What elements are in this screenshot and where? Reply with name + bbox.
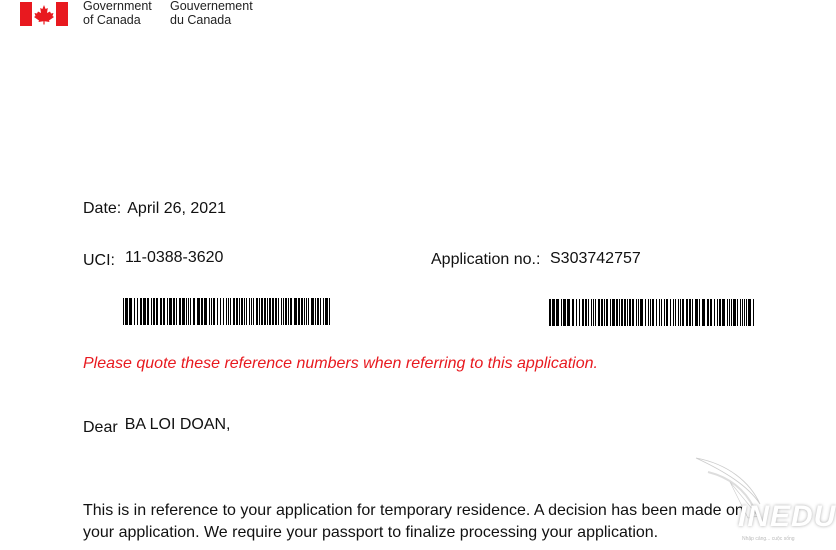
date-row <box>83 200 226 218</box>
barcode-bar <box>197 298 200 325</box>
barcode-bar <box>661 299 662 326</box>
reference-notice: Please quote these reference numbers when referring to this application. <box>83 355 598 372</box>
barcode-bar <box>737 299 738 326</box>
barcode-bar <box>251 298 252 325</box>
uci-barcode <box>123 298 331 325</box>
barcode-bar <box>675 299 676 326</box>
recipient-name: BA LOI DOAN, <box>124 416 231 433</box>
barcode-bar <box>650 299 651 326</box>
barcode-bar <box>217 298 218 325</box>
barcode-bar <box>563 299 566 326</box>
salutation-label: Dear <box>83 419 118 436</box>
salutation <box>83 416 231 434</box>
barcode-bar <box>659 299 660 326</box>
barcode-bar <box>733 299 736 326</box>
date-label: Date: <box>83 200 122 217</box>
barcode-bar <box>147 298 149 325</box>
barcode-bar <box>320 298 321 325</box>
barcode-bar <box>264 298 266 325</box>
barcode-bar <box>556 299 559 326</box>
barcode-bar <box>190 298 191 325</box>
barcode-bar <box>748 299 751 326</box>
barcode-bar <box>294 298 297 325</box>
barcode-bar <box>606 299 608 326</box>
barcode-bar <box>253 298 254 325</box>
barcode-bar <box>714 299 715 326</box>
barcode-bar <box>244 298 245 325</box>
barcode-bar <box>740 299 741 326</box>
uci-value: 11-0388-3620 <box>125 249 224 266</box>
barcode-bar <box>744 299 745 326</box>
barcode-bar <box>285 298 287 325</box>
barcode-bar <box>308 298 309 325</box>
barcode-bar <box>186 298 187 325</box>
barcode-bar <box>267 298 268 325</box>
barcode-bar <box>610 299 611 326</box>
barcode-bar <box>134 298 135 325</box>
barcode-bar <box>211 298 212 325</box>
body-paragraph-line1: This is in reference to your application for temporary residence. A decision has been made on <box>83 502 744 519</box>
barcode-bar <box>624 299 626 326</box>
barcode-bar <box>143 298 146 325</box>
signature-french-line1: Gouvernement <box>170 0 253 13</box>
barcode-bar <box>598 299 600 326</box>
barcode-bar <box>616 299 618 326</box>
barcode-bar <box>188 298 189 325</box>
barcode-bar <box>151 298 152 325</box>
barcode-bar <box>729 299 730 326</box>
date-value: April 26, 2021 <box>127 200 226 217</box>
barcode-bar <box>707 299 709 326</box>
signature-english-line2: of Canada <box>83 13 141 27</box>
barcode-bar <box>717 299 718 326</box>
barcode-bar <box>664 299 665 326</box>
barcode-bar <box>619 299 620 326</box>
barcode-bar <box>629 299 631 326</box>
barcode-bar <box>595 299 596 326</box>
barcode-bar <box>173 298 175 325</box>
barcode-bar <box>695 299 698 326</box>
application-number-barcode <box>549 299 756 326</box>
barcode-bar <box>306 298 307 325</box>
barcode-bar <box>552 299 555 326</box>
barcode-bar <box>561 299 562 326</box>
application-number-value: S303742757 <box>550 250 641 267</box>
barcode-bar <box>179 298 181 325</box>
barcode-bar <box>153 298 155 325</box>
barcode-bar <box>201 298 203 325</box>
application-number-label: Application no.: <box>431 251 541 268</box>
barcode-bar <box>163 298 165 325</box>
barcode-bar <box>317 298 319 325</box>
barcode-bar <box>304 298 305 325</box>
barcode-bar <box>182 298 185 325</box>
barcode-bar <box>678 299 679 326</box>
barcode-bar <box>666 299 668 326</box>
barcode-bar <box>129 298 132 325</box>
barcode-bar <box>204 298 207 325</box>
barcode-bar <box>226 298 227 325</box>
barcode-bar <box>673 299 674 326</box>
barcode-bar <box>742 299 743 326</box>
barcode-bar <box>601 299 603 326</box>
signature-french-line2: du Canada <box>170 13 232 27</box>
barcode-bar <box>670 299 671 326</box>
body-paragraph-line2: your application. We require your passport to finalize processing your application. <box>83 524 659 541</box>
barcode-bar <box>652 299 654 326</box>
barcode-bar <box>329 298 330 325</box>
barcode-bar <box>176 298 177 325</box>
barcode-bar <box>290 298 292 325</box>
barcode-bar <box>722 299 725 326</box>
barcode-bar <box>281 298 282 325</box>
barcode-bar <box>259 298 260 325</box>
barcode-bar <box>579 299 580 326</box>
barcode-bar <box>228 298 229 325</box>
barcode-bar <box>699 299 700 326</box>
barcode-bar <box>686 299 688 326</box>
barcode-bar <box>298 298 300 325</box>
barcode-bar <box>582 299 584 326</box>
barcode-bar <box>627 299 628 326</box>
barcode-bar <box>323 298 324 325</box>
barcode-bar <box>648 299 649 326</box>
barcode-bar <box>549 299 551 326</box>
barcode-bar <box>213 298 215 325</box>
barcode-bar <box>576 299 577 326</box>
barcode-bar <box>692 299 693 326</box>
watermark-subtext: Nhập cảng... cuộc sống <box>742 536 795 542</box>
barcode-bar <box>702 299 705 326</box>
barcode-bar <box>123 298 124 325</box>
barcode-bar <box>636 299 637 326</box>
barcode-bar <box>301 298 303 325</box>
signature-french <box>170 0 253 27</box>
barcode-bar <box>230 298 231 325</box>
barcode-bar <box>160 298 162 325</box>
barcode-bar <box>731 299 732 326</box>
barcode-bar <box>125 298 128 325</box>
barcode-bar <box>567 299 570 326</box>
canada-flag-icon <box>20 2 68 26</box>
barcode-bar <box>746 299 747 326</box>
barcode-bar <box>710 299 712 326</box>
barcode-bar <box>283 298 284 325</box>
barcode-bar <box>249 298 250 325</box>
barcode-bar <box>223 298 224 325</box>
barcode-bar <box>585 299 587 326</box>
barcode-bar <box>209 298 210 325</box>
barcode-bar <box>656 299 657 326</box>
barcode-bar <box>256 298 258 325</box>
barcode-bar <box>246 298 247 325</box>
signature-english <box>83 0 152 27</box>
watermark-text: INEDU <box>738 500 836 533</box>
barcode-bar <box>753 299 754 326</box>
barcode-bar <box>588 299 589 326</box>
barcode-bar <box>278 298 279 325</box>
barcode-bar <box>311 298 314 325</box>
barcode-bar <box>680 299 681 326</box>
barcode-bar <box>689 299 691 326</box>
barcode-bar <box>719 299 721 326</box>
barcode-bar <box>140 298 142 325</box>
barcode-bar <box>288 298 289 325</box>
barcode-bar <box>604 299 605 326</box>
barcode-bar <box>645 299 646 326</box>
barcode-bar <box>727 299 728 326</box>
barcode-bar <box>325 298 328 325</box>
barcode-bar <box>272 298 274 325</box>
barcode-bar <box>169 298 172 325</box>
barcode-bar <box>137 298 138 325</box>
barcode-bar <box>572 299 574 326</box>
barcode-bar <box>156 298 158 325</box>
barcode-bar <box>640 299 643 326</box>
barcode-bar <box>239 298 240 325</box>
barcode-bar <box>167 298 168 325</box>
barcode-bar <box>261 298 263 325</box>
barcode-bar <box>269 298 271 325</box>
body-paragraph <box>83 500 744 544</box>
barcode-bar <box>193 298 195 325</box>
barcode-bar <box>275 298 277 325</box>
signature-english-line1: Government <box>83 0 152 13</box>
barcode-bar <box>315 298 316 325</box>
uci-label: UCI: <box>83 252 115 269</box>
barcode-bar <box>638 299 639 326</box>
barcode-bar <box>236 298 238 325</box>
barcode-bar <box>593 299 594 326</box>
barcode-bar <box>612 299 615 326</box>
barcode-bar <box>632 299 634 326</box>
barcode-bar <box>682 299 684 326</box>
barcode-bar <box>220 298 221 325</box>
barcode-bar <box>241 298 243 325</box>
barcode-bar <box>233 298 235 325</box>
barcode-bar <box>621 299 623 326</box>
barcode-bar <box>591 299 592 326</box>
